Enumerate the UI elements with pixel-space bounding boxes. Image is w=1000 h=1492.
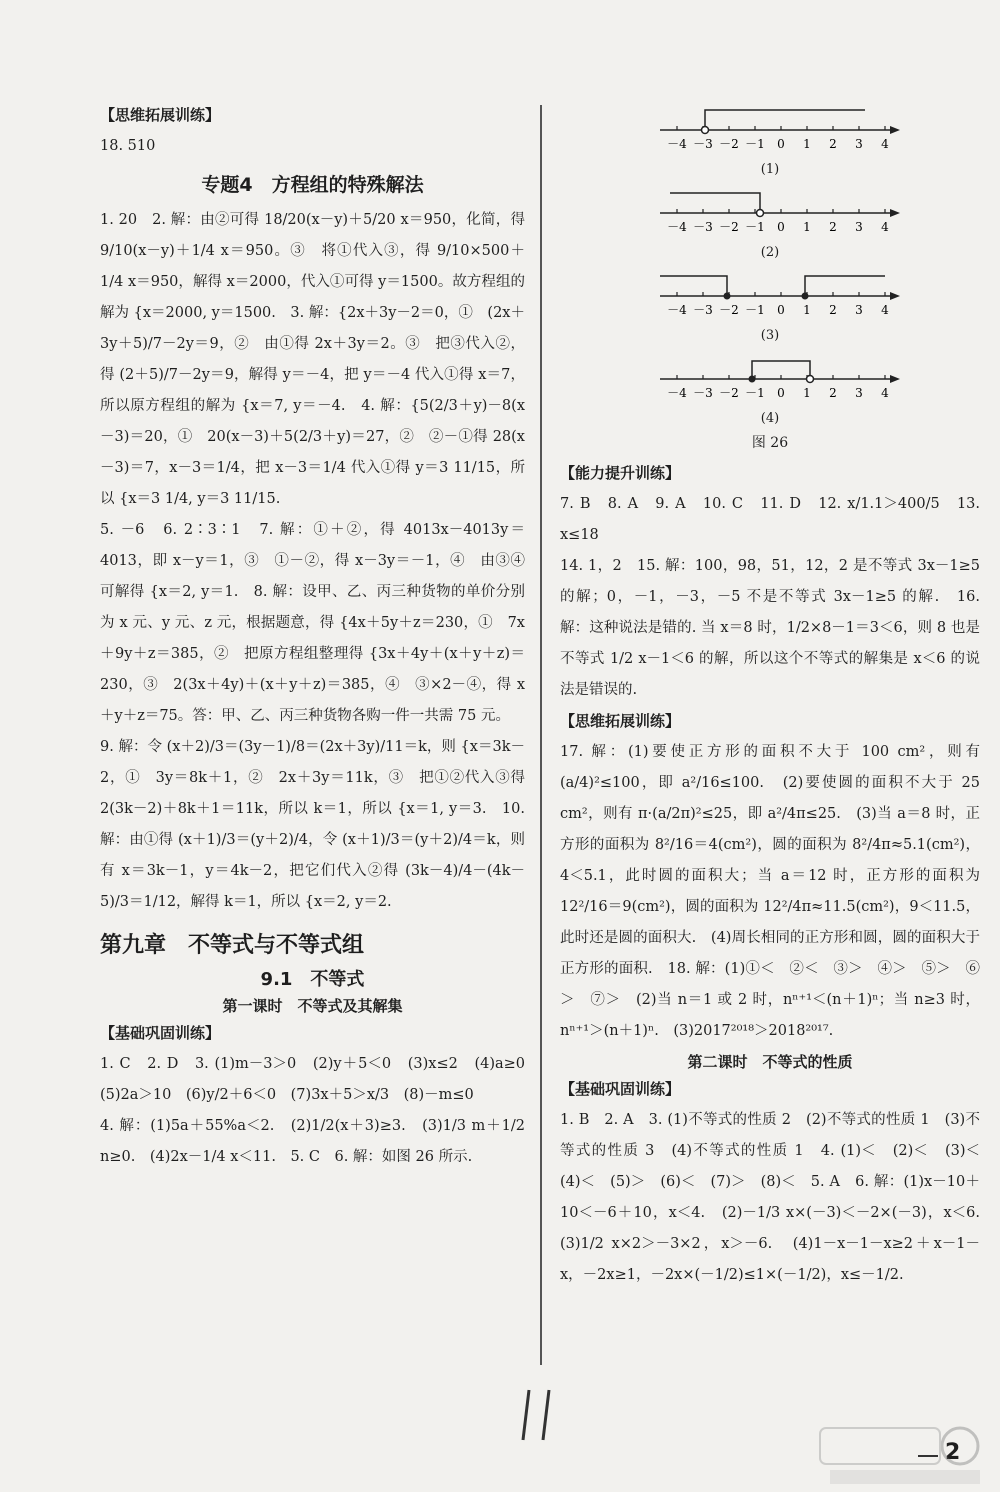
answer-block-1: 1. 20 2. 解：由②可得 18/20(x－y)＋5/20 x＝950，化简，得 9/10(x－y)＋1/4 x＝950。③ 将①代入③，得 9/10×500＋1/4 x＝950，解得 x＝2000，代入①可得 y＝1500。故方程组的解为 {x＝2000, y＝1500. 3. 解：{2x＋3y－2＝0，① (2x＋3y＋5)/7－2y＝9，② 由①得 2x＋3y＝2。③ 把③代入②，得 (2＋5)/7－2y＝9，解得 y＝－4，把 y＝－4 代入①得 x＝7，所以原方程组的解为 {x＝7, y＝－4. 4. 解：{5(2/3＋y)－8(x－3)＝20，① 20(x－3)＋5(2/3＋y)＝27，② ②－①得 28(x－3)＝7，x－3＝1/4，把 x－3＝1/4 代入①得 y＝3 11/15，所以 {x＝3 1/4, y＝3 11/15.	[100, 212, 525, 507]
figure-caption: (4)	[760, 411, 780, 426]
tick-label: 1	[803, 386, 811, 400]
tick-label: 2	[829, 303, 837, 317]
tick-label: －4	[667, 220, 687, 234]
tick-label: －1	[745, 137, 765, 151]
section-tag: 【基础巩固训练】	[100, 1024, 221, 1042]
tick-label: －1	[745, 303, 765, 317]
tick-label: 1	[803, 220, 811, 234]
tick-label: 0	[777, 386, 785, 400]
column-divider	[540, 105, 542, 1365]
tick-label: －2	[719, 303, 739, 317]
tick-label: －4	[667, 386, 687, 400]
right-column	[560, 100, 995, 1291]
section-tag: 【基础巩固训练】	[560, 1080, 681, 1098]
tick-label: －3	[693, 220, 713, 234]
number-line-figure-4	[560, 349, 980, 407]
number-line-figure-3	[560, 266, 980, 324]
answer-18: 18. 510	[100, 138, 156, 154]
tick-label: －3	[693, 386, 713, 400]
page-number: 2	[945, 1440, 961, 1465]
tick-label: 2	[829, 137, 837, 151]
answer-block-7: 14. 1，2 15. 解：100，98，51，12，2 是不等式 3x－1≥5 的解；0，－1，－3，－5 不是不等式 3x－1≥5 的解. 16. 解：这种说法是错的. 当 x＝8 时，1/2×8－1＝3＜6，则 8 也是不等式 1/2 x－1＜6 的解，所以这个不等式的解集是 x＜6 的说法是错误的.	[560, 558, 980, 698]
tick-label: 0	[777, 137, 785, 151]
figure-caption: (3)	[760, 328, 780, 343]
answer-block-8: 17. 解：(1)要使正方形的面积不大于 100 cm²，则有 (a/4)²≤100，即 a²/16≤100. (2)要使圆的面积不大于 25 cm²，则有 π·(a/2π)²≤25，即 a²/4π≤25. (3)当 a＝8 时，正方形的面积为 8²/16＝4(cm²)，圆的面积为 8²/4π≈5.1(cm²)，4＜5.1，此时圆的面积大；当 a＝12 时，正方形的面积为 12²/16＝9(cm²)，圆的面积为 12²/4π≈11.5(cm²)，9＜11.5，此时还是圆的面积大. (4)周长相同的正方形和圆，圆的面积大于正方形的面积. 18. 解：(1)①＜ ②＜ ③＞ ④＞ ⑤＞ ⑥＞ ⑦＞ (2)当 n＝1 或 2 时，nⁿ⁺¹＜(n＋1)ⁿ；当 n≥3 时，nⁿ⁺¹＞(n＋1)ⁿ. (3)2017²⁰¹⁸＞2018²⁰¹⁷.	[560, 744, 980, 1039]
answer-block-9: 1. B 2. A 3. (1)不等式的性质 2 (2)不等式的性质 1 (3)不等式的性质 3 (4)不等式的性质 1 4. (1)＜ (2)＜ (3)＜ (4)＜ (5)＞ (6)＜ (7)＞ (8)＜ 5. A 6. 解：(1)x－10＋10＜－6＋10，x＜4. (2)－1/3 x×(－3)＜－2×(－3)，x＜6. (3)1/2 x×2＞－3×2，x＞－6. (4)1－x－1－x≥2＋x－1－x，－2x≥1，－2x×(－1/2)≤1×(－1/2)，x≤－1/2.	[560, 1112, 995, 1283]
section-tag: 【思维拓展训练】	[100, 106, 221, 124]
left-column	[100, 100, 540, 1173]
tick-label: －2	[719, 386, 739, 400]
figure-caption: (1)	[760, 162, 780, 177]
tick-label: －4	[667, 303, 687, 317]
chapter-heading: 第九章 不等式与不等式组	[100, 933, 365, 958]
tick-label: 4	[881, 386, 889, 400]
tick-label: 1	[803, 137, 811, 151]
tick-label: 2	[829, 220, 837, 234]
answer-block-6: 7. B 8. A 9. A 10. C 11. D 12. x/1.1＞400/5 13. x≤18	[560, 496, 980, 543]
tick-label: 4	[881, 220, 889, 234]
tick-label: 0	[777, 220, 785, 234]
tick-label: －2	[719, 220, 739, 234]
watermark-logo	[810, 1418, 990, 1488]
tick-label: －4	[667, 137, 687, 151]
figure-title: 图 26	[751, 435, 789, 451]
section-tag: 【能力提升训练】	[560, 464, 681, 482]
section-tag: 【思维拓展训练】	[560, 712, 681, 730]
tick-label: －1	[745, 220, 765, 234]
tick-label: －3	[693, 303, 713, 317]
figure-caption: (2)	[760, 245, 780, 260]
tick-label: －1	[745, 386, 765, 400]
tick-label: 3	[855, 137, 863, 151]
number-line-figure-1	[560, 100, 980, 158]
tick-label: 0	[777, 303, 785, 317]
tick-label: 2	[829, 386, 837, 400]
tick-label: 3	[855, 386, 863, 400]
answer-block-4: 1. C 2. D 3. (1)m－3＞0 (2)y＋5＜0 (3)x≤2 (4)a≥0 (5)2a＞10 (6)y/2＋6＜0 (7)3x＋5＞x/3 (8)－m≤0	[100, 1056, 540, 1103]
answer-block-3: 9. 解：令 (x＋2)/3＝(3y－1)/8＝(2x＋3y)/11＝k，则 {x＝3k－2，① 3y＝8k＋1，② 2x＋3y＝11k，③ 把①②代入③得 2(3k－2)＋8k＋1＝11k，所以 k＝1，所以 {x＝1, y＝3. 10. 解：由①得 (x＋1)/3＝(y＋2)/4，令 (x＋1)/3＝(y＋2)/4＝k，则有 x＝3k－1，y＝4k－2，把它们代入②得 (3k－4)/4－(4k－5)/3＝1/12，解得 k＝1，所以 {x＝2, y＝2.	[100, 739, 525, 910]
answer-block-2: 5. －6 6. 2∶3∶1 7. 解：①＋②，得 4013x－4013y＝4013，即 x－y＝1，③ ①－②，得 x－3y＝－1，④ 由③④可解得 {x＝2, y＝1. 8. 解：设甲、乙、丙三种货物的单价分别为 x 元、y 元、z 元，根据题意，得 {4x＋5y＋z＝230，① 7x＋9y＋z＝385，② 把原方程组整理得 {3x＋4y＋(x＋y＋z)＝230，③ 2(3x＋4y)＋(x＋y＋z)＝385，④ ③×2－④，得 x＋y＋z＝75。答：甲、乙、丙三种货物各购一件一共需 75 元。	[100, 522, 525, 724]
answer-block-5: 4. 解：(1)5a＋55%a＜2. (2)1/2(x＋3)≥3. (3)1/3 m＋1/2 n≥0. (4)2x－1/4 x＜11. 5. C 6. 解：如图 26 所示.	[100, 1118, 525, 1165]
handwritten-mark	[515, 1385, 565, 1449]
tick-label: 3	[855, 303, 863, 317]
tick-label: 3	[855, 220, 863, 234]
number-line-figure-2	[560, 183, 980, 241]
tick-label: －2	[719, 137, 739, 151]
lesson-heading: 第一课时 不等式及其解集	[222, 997, 403, 1015]
tick-label: －3	[693, 137, 713, 151]
lesson-heading: 第二课时 不等式的性质	[687, 1053, 853, 1071]
tick-label: 4	[881, 303, 889, 317]
tick-label: 1	[803, 303, 811, 317]
tick-label: 4	[881, 137, 889, 151]
section-heading: 9.1 不等式	[260, 969, 365, 990]
topic-heading: 专题4 方程组的特殊解法	[201, 174, 424, 196]
